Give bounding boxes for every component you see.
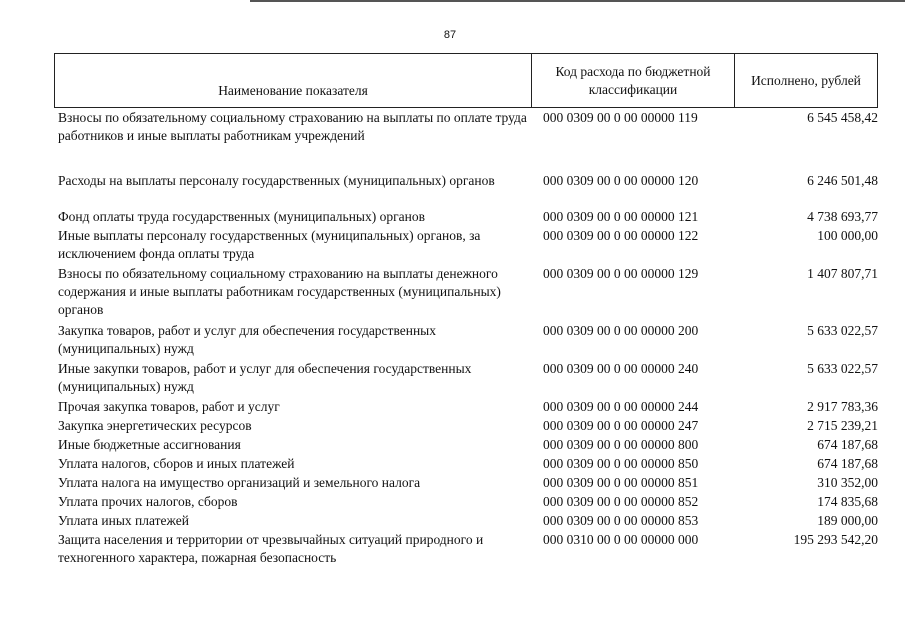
row-code: 000 0309 00 0 00 00000 122 [543, 228, 699, 243]
row-amount: 6 246 501,48 [807, 173, 878, 188]
row-name: Иные выплаты персоналу государственных (муниципальных) органов, за исключением фонда оплаты труда [58, 228, 481, 262]
row-name: Взносы по обязательному социальному страхованию на выплаты денежного содержания и иные выплаты работникам государственных (муниципальных) органов [58, 266, 501, 318]
row-name: Расходы на выплаты персоналу государственных (муниципальных) органов [58, 173, 495, 188]
row-code: 000 0309 00 0 00 00000 853 [543, 513, 699, 528]
row-amount: 2 715 239,21 [807, 418, 878, 433]
header-executed: Исполнено, рублей [751, 72, 861, 88]
row-amount: 174 835,68 [817, 494, 878, 509]
row-amount: 2 917 783,36 [807, 399, 878, 414]
table-row [58, 493, 878, 512]
table-row [58, 360, 878, 398]
row-code: 000 0309 00 0 00 00000 247 [543, 418, 699, 433]
row-code: 000 0309 00 0 00 00000 200 [543, 323, 699, 338]
row-code: 000 0309 00 0 00 00000 240 [543, 361, 699, 376]
row-amount: 100 000,00 [817, 228, 878, 243]
row-name: Закупка товаров, работ и услуг для обеспечения государственных (муниципальных) нужд [58, 323, 437, 357]
row-name: Фонд оплаты труда государственных (муниципальных) органов [58, 209, 425, 224]
row-name: Уплата прочих налогов, сборов [58, 494, 238, 509]
row-code: 000 0310 00 0 00 00000 000 [543, 532, 699, 547]
page-number: 87 [443, 29, 457, 41]
top-border-line [250, 0, 905, 2]
row-code: 000 0309 00 0 00 00000 800 [543, 437, 699, 452]
table-row [58, 227, 878, 265]
row-amount: 195 293 542,20 [793, 532, 878, 547]
row-amount: 5 633 022,57 [807, 361, 878, 376]
row-code: 000 0309 00 0 00 00000 851 [543, 475, 699, 490]
row-name: Уплата налога на имущество организаций и земельного налога [58, 475, 421, 490]
row-code: 000 0309 00 0 00 00000 852 [543, 494, 699, 509]
table-row [58, 172, 878, 208]
table-row [58, 512, 878, 531]
table-row [58, 531, 878, 569]
row-name: Взносы по обязательному социальному страхованию на выплаты по оплате труда работников и иные выплаты работникам учреждений [58, 110, 527, 144]
header-name: Наименование показателя [218, 82, 368, 98]
row-name: Уплата иных платежей [58, 513, 189, 528]
row-name: Уплата налогов, сборов и иных платежей [58, 456, 295, 471]
row-code: 000 0309 00 0 00 00000 119 [543, 110, 698, 125]
row-name: Закупка энергетических ресурсов [58, 418, 252, 433]
table-row [58, 322, 878, 360]
row-code: 000 0309 00 0 00 00000 850 [543, 456, 699, 471]
table-row [58, 455, 878, 474]
table-row [58, 265, 878, 322]
row-amount: 189 000,00 [817, 513, 878, 528]
row-name: Иные бюджетные ассигнования [58, 437, 241, 452]
table-row [58, 109, 878, 172]
table-row [58, 208, 878, 227]
row-code: 000 0309 00 0 00 00000 244 [543, 399, 699, 414]
table-body [58, 109, 878, 569]
table-header [54, 53, 878, 108]
row-amount: 5 633 022,57 [807, 323, 878, 338]
row-amount: 674 187,68 [817, 437, 878, 452]
row-amount: 674 187,68 [817, 456, 878, 471]
row-name: Прочая закупка товаров, работ и услуг [58, 399, 280, 414]
row-amount: 1 407 807,71 [807, 266, 878, 281]
row-name: Иные закупки товаров, работ и услуг для обеспечения государственных (муниципальных) нужд [58, 361, 472, 395]
row-code: 000 0309 00 0 00 00000 121 [543, 209, 699, 224]
row-amount: 6 545 458,42 [807, 110, 878, 125]
row-code: 000 0309 00 0 00 00000 129 [543, 266, 699, 281]
row-amount: 310 352,00 [817, 475, 878, 490]
table-row [58, 417, 878, 436]
header-code: Код расхода по бюджетной классификации [531, 54, 735, 107]
table-row [58, 474, 878, 493]
row-amount: 4 738 693,77 [807, 209, 878, 224]
row-code: 000 0309 00 0 00 00000 120 [543, 173, 699, 188]
row-name: Защита населения и территории от чрезвычайных ситуаций природного и техногенного характера, пожарная безопасность [58, 532, 484, 566]
table-row [58, 398, 878, 417]
table-row [58, 436, 878, 455]
